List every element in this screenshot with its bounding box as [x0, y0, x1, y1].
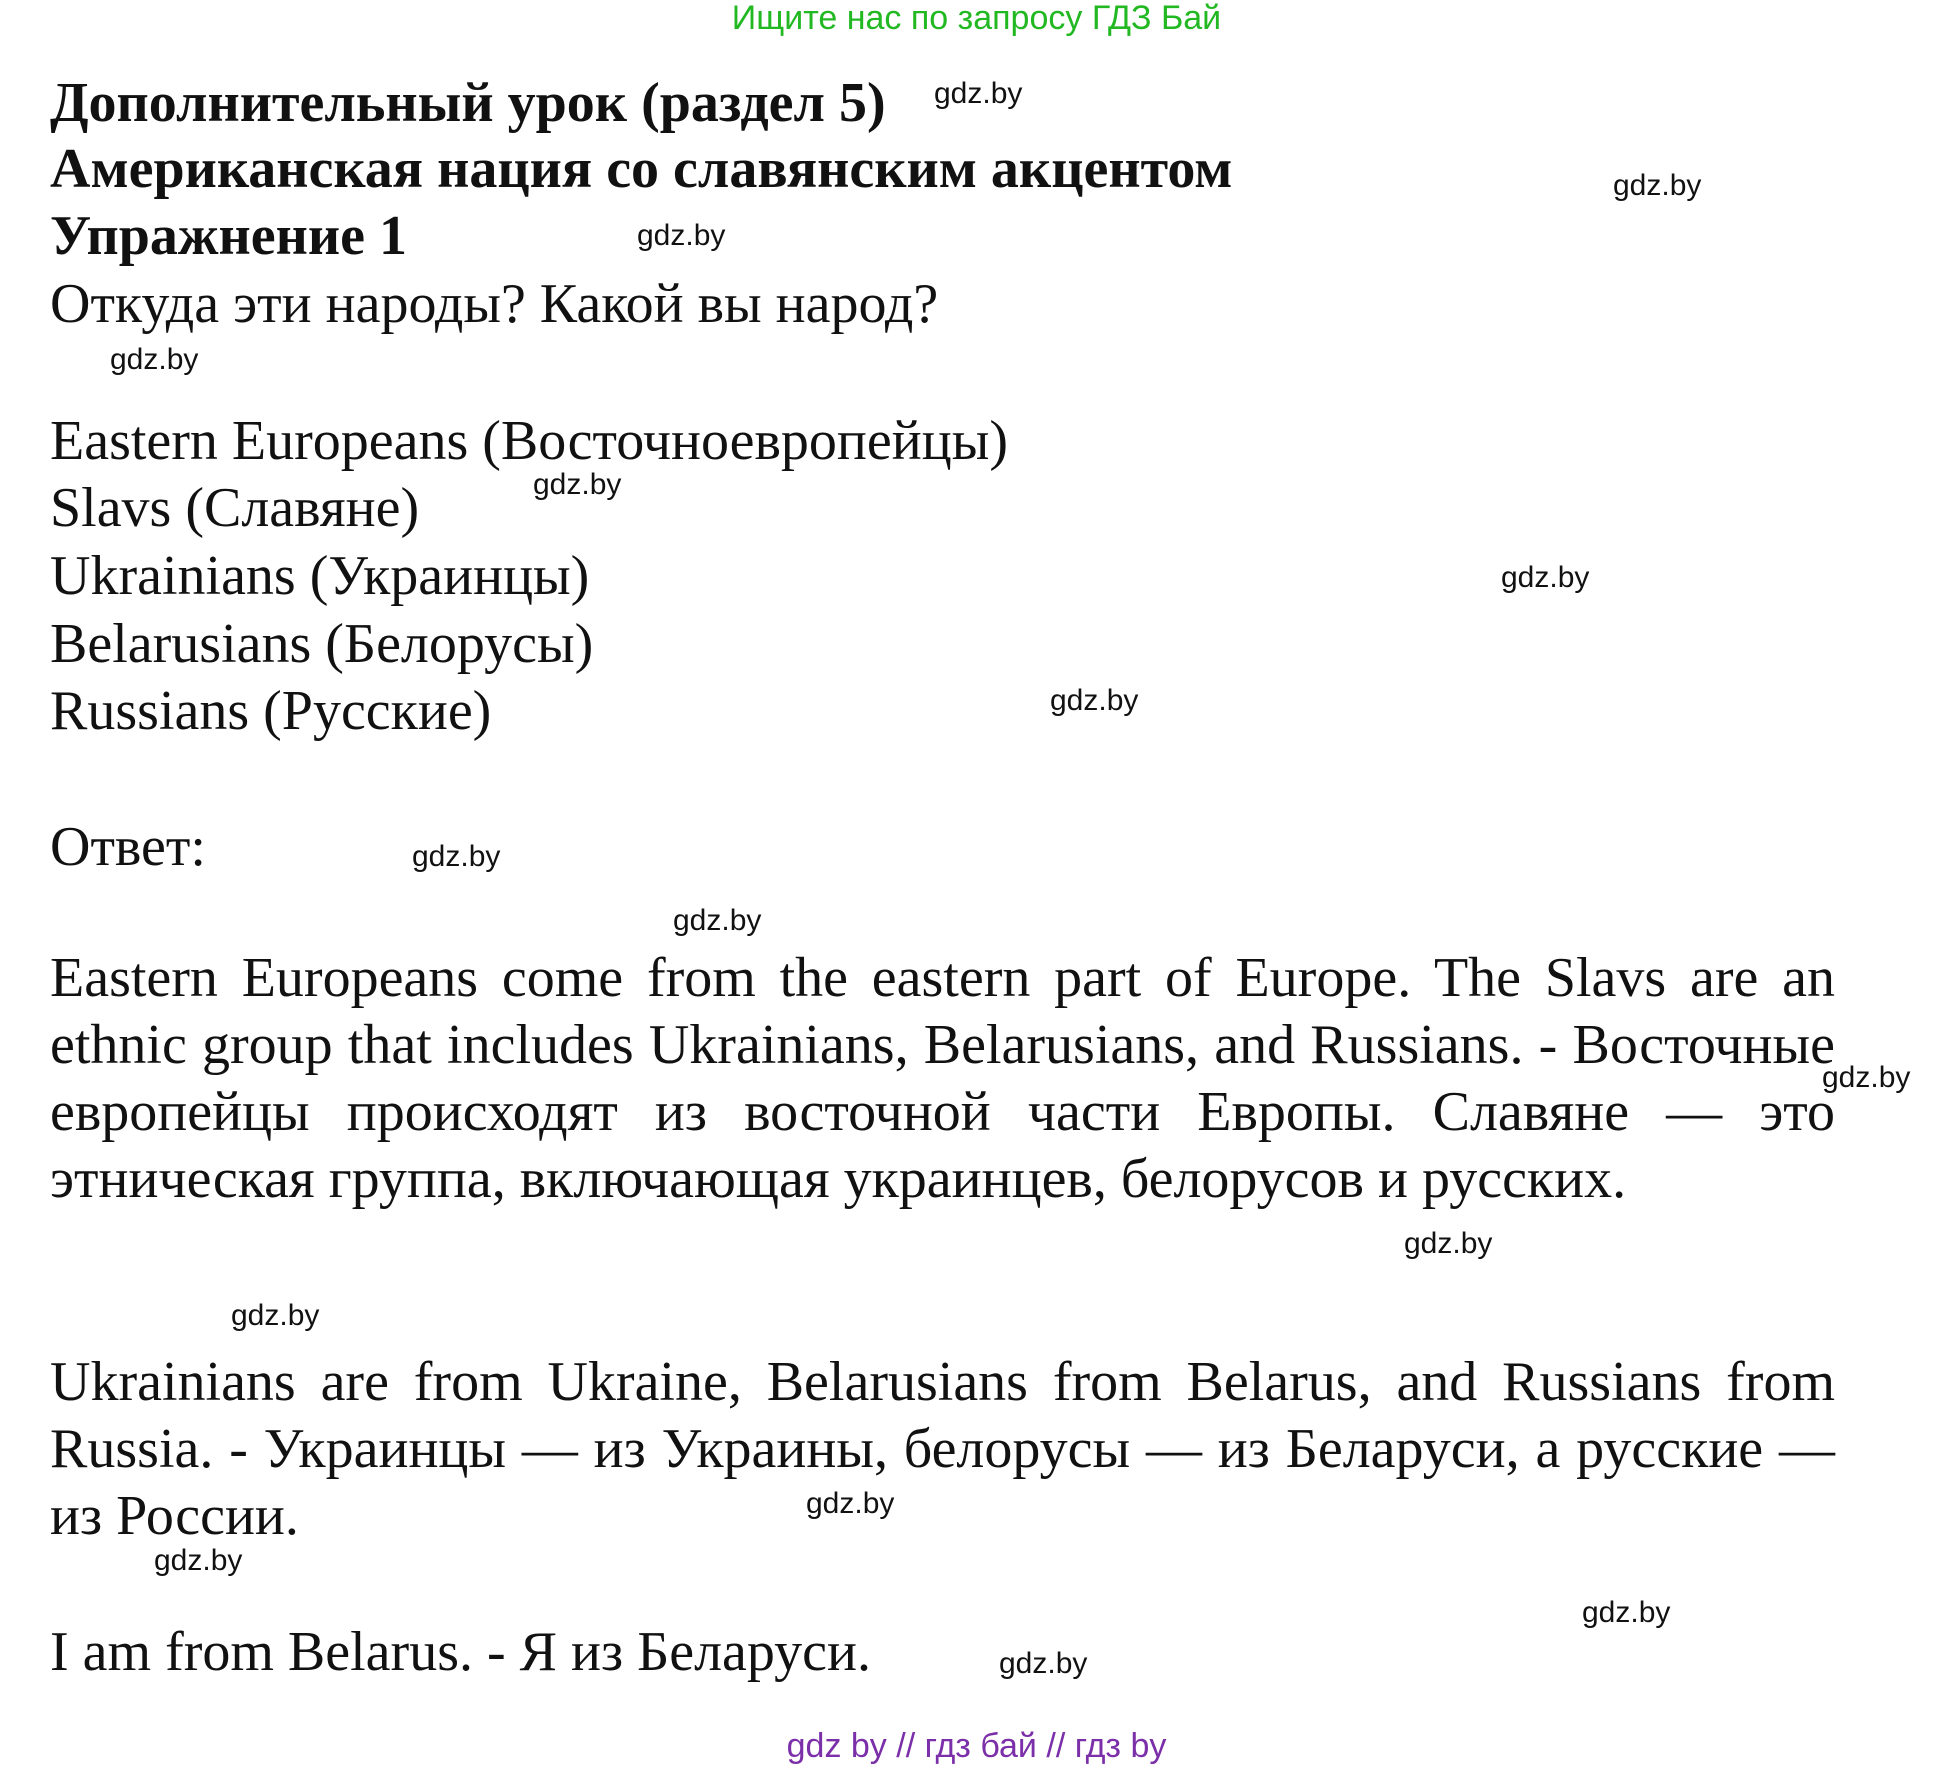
watermark: gdz.by [806, 1487, 895, 1520]
answer-paragraph: Ukrainians are from Ukraine, Belarusians from Belarus, and Russians from Russia. - Украинцы — из Украины, белорусы — из Беларуси, а русские — из России. [50, 1351, 1835, 1547]
watermark: gdz.by [110, 343, 199, 376]
watermark: gdz.by [1404, 1227, 1493, 1260]
watermark: gdz.by [1050, 684, 1139, 717]
exercise-title: Упражнение 1 [50, 205, 408, 267]
lesson-subtitle: Американская нация со славянским акцентом [50, 138, 1233, 200]
lesson-title: Дополнительный урок (раздел 5) [50, 72, 886, 134]
people-item: Russians (Русские) [50, 680, 492, 742]
answer-label: Ответ: [50, 816, 206, 878]
watermark: gdz.by [999, 1647, 1088, 1680]
watermark: gdz.by [154, 1544, 243, 1577]
watermark: gdz.by [934, 77, 1023, 110]
watermark: gdz.by [1613, 169, 1702, 202]
watermark: gdz.by [637, 219, 726, 252]
watermark: gdz.by [1501, 561, 1590, 594]
answer-paragraph: Eastern Europeans come from the eastern part of Europe. The Slavs are an ethnic group that includes Ukrainians, Belarusians, and Russians. - Восточные европейцы происходят из восточной части Европы. Славяне — это этническая группа, включающая украинцев, белорусов и русских. [50, 947, 1835, 1210]
people-item: Ukrainians (Украинцы) [50, 545, 590, 607]
top-banner: Ищите нас по запросу ГДЗ Бай [731, 0, 1222, 37]
watermark: gdz.by [533, 468, 622, 501]
people-item: Belarusians (Белорусы) [50, 613, 594, 675]
people-item: Eastern Europeans (Восточноевропейцы) [50, 410, 1008, 472]
bottom-banner: gdz by // гдз бай // гдз by [786, 1727, 1167, 1765]
watermark: gdz.by [1822, 1061, 1911, 1094]
watermark: gdz.by [231, 1299, 320, 1332]
exercise-question: Откуда эти народы? Какой вы народ? [50, 273, 939, 335]
people-item: Slavs (Славяне) [50, 477, 420, 539]
watermark: gdz.by [412, 840, 501, 873]
watermark: gdz.by [1582, 1596, 1671, 1629]
watermark: gdz.by [673, 904, 762, 937]
answer-paragraph: I am from Belarus. - Я из Беларуси. [50, 1621, 871, 1683]
